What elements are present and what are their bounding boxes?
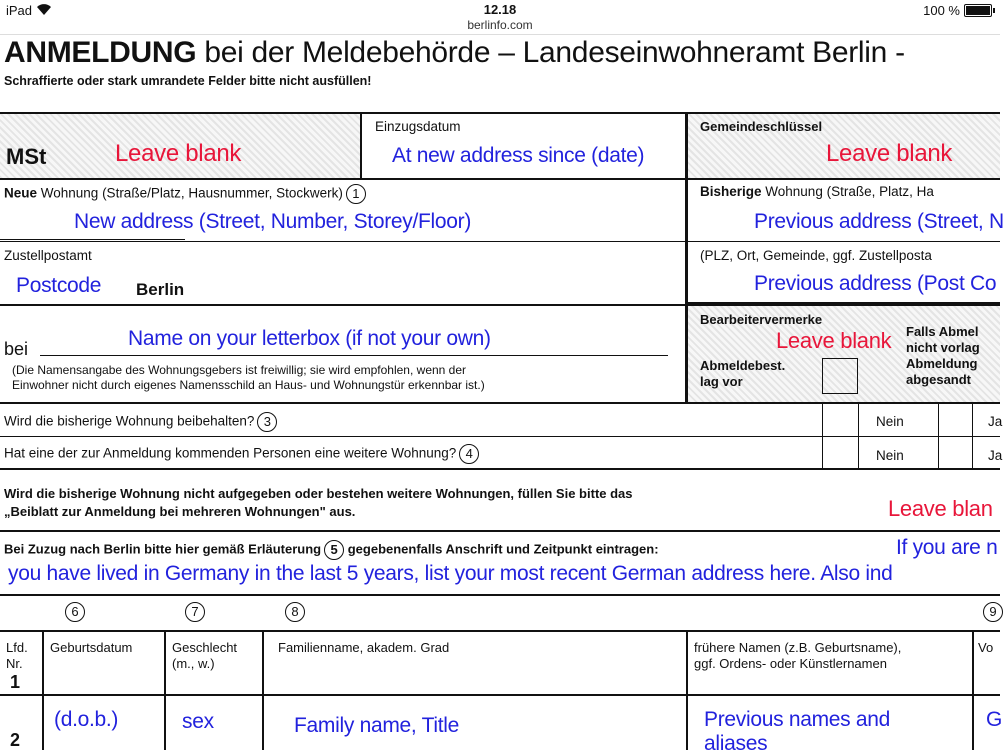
th-geschlecht-1: Geschlecht [172, 640, 238, 655]
battery-icon [964, 4, 992, 17]
bisherige-wohnung-note[interactable]: Previous address (Street, N [754, 210, 1004, 233]
row-previous-note-2[interactable]: aliases [704, 732, 768, 755]
status-bar [0, 0, 1000, 35]
bisherige-wohnung-label: Bisherige Wohnung (Straße, Platz, Ha [700, 184, 934, 199]
berlin-label: Berlin [136, 280, 185, 299]
neue-wohnung-label: Neue Wohnung (Straße/Platz, Hausnummer, Stockwerk) 1 [4, 184, 366, 204]
th-geburtsdatum: Geburtsdatum [50, 640, 133, 655]
abmeldebest-checkbox [822, 358, 858, 394]
q4-ja[interactable]: Ja [988, 448, 1003, 463]
abmeldebest-label-1: Abmeldebest. [700, 358, 786, 373]
col-num-7: 7 [182, 602, 205, 622]
beiblatt-note: Leave blan [888, 496, 993, 521]
th-vo: Vo [978, 640, 994, 655]
th-lfd: Lfd. [6, 640, 28, 655]
beiblatt-text-1: Wird die bisherige Wohnung nicht aufgegeben oder bestehen weitere Wohnungen, füllen Sie bitte das [4, 486, 633, 501]
form-subtitle: Schraffierte oder stark umrandete Felder bitte nicht ausfüllen! [4, 74, 372, 88]
mst-note: Leave blank [115, 140, 242, 167]
col-num-6: 6 [62, 602, 85, 622]
zustellpostamt-label: Zustellpostamt [4, 248, 92, 263]
registration-form [0, 34, 1004, 755]
form-title: ANMELDUNG bei der Meldebehörde – Landeseinwohneramt Berlin - [4, 36, 905, 69]
footnote-5: 5 [324, 540, 344, 560]
device-name: iPad [6, 3, 33, 18]
postcode-note[interactable]: Postcode [16, 274, 102, 297]
zuzug-note-b[interactable]: you have lived in Germany in the last 5 years, list your most recent German address here. Also ind [8, 562, 893, 585]
row2-number: 2 [10, 730, 21, 750]
row-previous-note-1[interactable]: Previous names and [704, 708, 891, 731]
q3-nein[interactable]: Nein [876, 414, 904, 429]
th-fruehere-1: frühere Namen (z.B. Geburtsname), [694, 640, 902, 655]
row-family-note[interactable]: Family name, Title [294, 714, 459, 737]
th-fruehere-2: ggf. Ordens- oder Künstlernamen [694, 656, 887, 671]
th-nr: Nr. [6, 656, 23, 671]
col-num-9: 9 [980, 602, 1003, 622]
einzugsdatum-note[interactable]: At new address since (date) [392, 144, 645, 167]
beiblatt-text-2: „Beiblatt zur Anmeldung bei mehreren Wohnungen" aus. [4, 504, 356, 519]
th-familienname: Familienname, akadem. Grad [278, 640, 450, 655]
abmeldebest-label-2: lag vor [700, 374, 743, 389]
th-row1: 1 [10, 672, 21, 692]
falls-label-1: Falls Abmel [906, 324, 979, 339]
bei-hint-1: (Die Namensangabe des Wohnungsgebers ist freiwillig; sie wird empfohlen, wenn der [12, 363, 467, 377]
url-label[interactable]: berlinfo.com [467, 18, 533, 32]
falls-label-4: abgesandt [906, 372, 972, 387]
falls-label-2: nicht vorlag [906, 340, 980, 355]
clock: 12.18 [483, 2, 517, 17]
bei-hint-2: Einwohner nicht durch eigenes Namensschild an Haus- und Wohnungstür erkennbar ist.) [12, 378, 485, 392]
mst-label: MSt [6, 144, 47, 169]
bearbeiter-note: Leave blank [776, 328, 892, 353]
gemeindeschluessel-label: Gemeindeschlüssel [700, 119, 823, 134]
bearbeiter-label: Bearbeitervermerke [700, 312, 823, 327]
q3-label: Wird die bisherige Wohnung beibehalten? 3 [4, 412, 277, 432]
row-sex-note[interactable]: sex [182, 710, 214, 733]
col-num-8: 8 [282, 602, 305, 622]
gemeindeschluessel-note: Leave blank [826, 140, 953, 167]
q4-nein[interactable]: Nein [876, 448, 904, 463]
plz-note[interactable]: Previous address (Post Co [754, 272, 997, 295]
footnote-3: 3 [257, 412, 277, 432]
bei-label: bei [4, 339, 29, 359]
einzugsdatum-label: Einzugsdatum [375, 119, 461, 134]
q4-label: Hat eine der zur Anmeldung kommenden Personen eine weitere Wohnung? 4 [4, 444, 479, 464]
footnote-1: 1 [346, 184, 366, 204]
row-dob-note[interactable]: (d.o.b.) [54, 708, 119, 731]
th-geschlecht-2: (m., w.) [172, 656, 215, 671]
plz-label: (PLZ, Ort, Gemeinde, ggf. Zustellposta [700, 248, 932, 263]
footnote-4: 4 [459, 444, 479, 464]
zuzug-note-a: If you are n [896, 536, 998, 559]
neue-wohnung-note[interactable]: New address (Street, Number, Storey/Floor) [74, 210, 472, 233]
bei-note[interactable]: Name on your letterbox (if not your own) [128, 327, 491, 350]
battery-fill [966, 6, 990, 15]
zuzug-label: Bei Zuzug nach Berlin bitte hier gemäß Erläuterung 5 gegebenenfalls Anschrift und Zeitpunkt eintragen: [4, 540, 659, 560]
q3-ja[interactable]: Ja [988, 414, 1003, 429]
falls-label-3: Abmeldung [906, 356, 978, 371]
battery-percent: 100 % [923, 3, 960, 18]
row-g-note[interactable]: G [986, 708, 1003, 731]
